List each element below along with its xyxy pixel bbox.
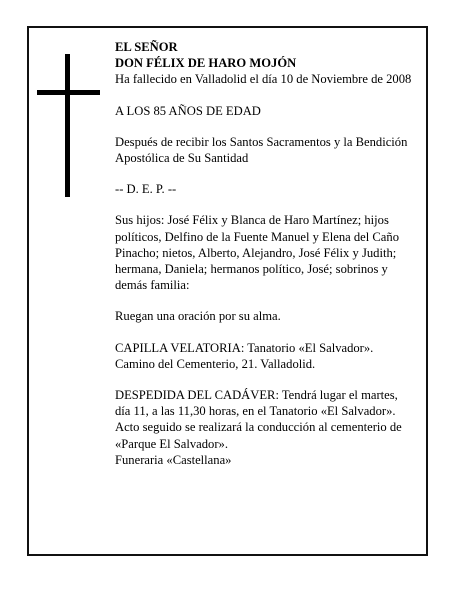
- cross-vertical-bar: [65, 54, 70, 197]
- obituary-text: [115, 39, 415, 468]
- chapel-line: CAPILLA VELATORIA: Tanatorio «El Salvador». Camino del Cementerio, 21. Valladolid.: [115, 340, 374, 371]
- family-line: Sus hijos: José Félix y Blanca de Haro Martínez; hijos políticos, Delfino de la Fuente Manuel y Elena del Caño Pinacho; nietos, Alberto, Alejandro, José Félix y Judith; hermana, Daniela; hermanos político, José; sobrinos y demás familia:: [115, 213, 399, 293]
- sacraments-line: Después de recibir los Santos Sacramentos y la Bendición Apostólica de Su Santidad: [115, 134, 408, 166]
- farewell-line: DESPEDIDA DEL CADÁVER: Tendrá lugar el martes, día 11, a las 11,30 horas, en el Tanatorio «El Salvador». Acto seguido se realizará la conducción al cementerio de «Parque El Salvador».: [115, 388, 402, 451]
- funeral-home-line: Funeraria «Castellana»: [115, 452, 232, 467]
- rip-line: -- D. E. P. --: [115, 182, 177, 197]
- latin-cross-icon: [37, 54, 100, 197]
- deceased-name: DON FÉLIX DE HARO MOJÓN: [115, 56, 297, 71]
- cross-horizontal-bar: [37, 90, 100, 95]
- header-title: EL SEÑOR: [115, 40, 178, 54]
- prayer-line: Ruegan una oración por su alma.: [115, 309, 281, 324]
- age-line: A LOS 85 AÑOS DE EDAD: [115, 103, 261, 118]
- death-announcement: Ha fallecido en Valladolid el día 10 de Noviembre de 2008: [115, 72, 412, 87]
